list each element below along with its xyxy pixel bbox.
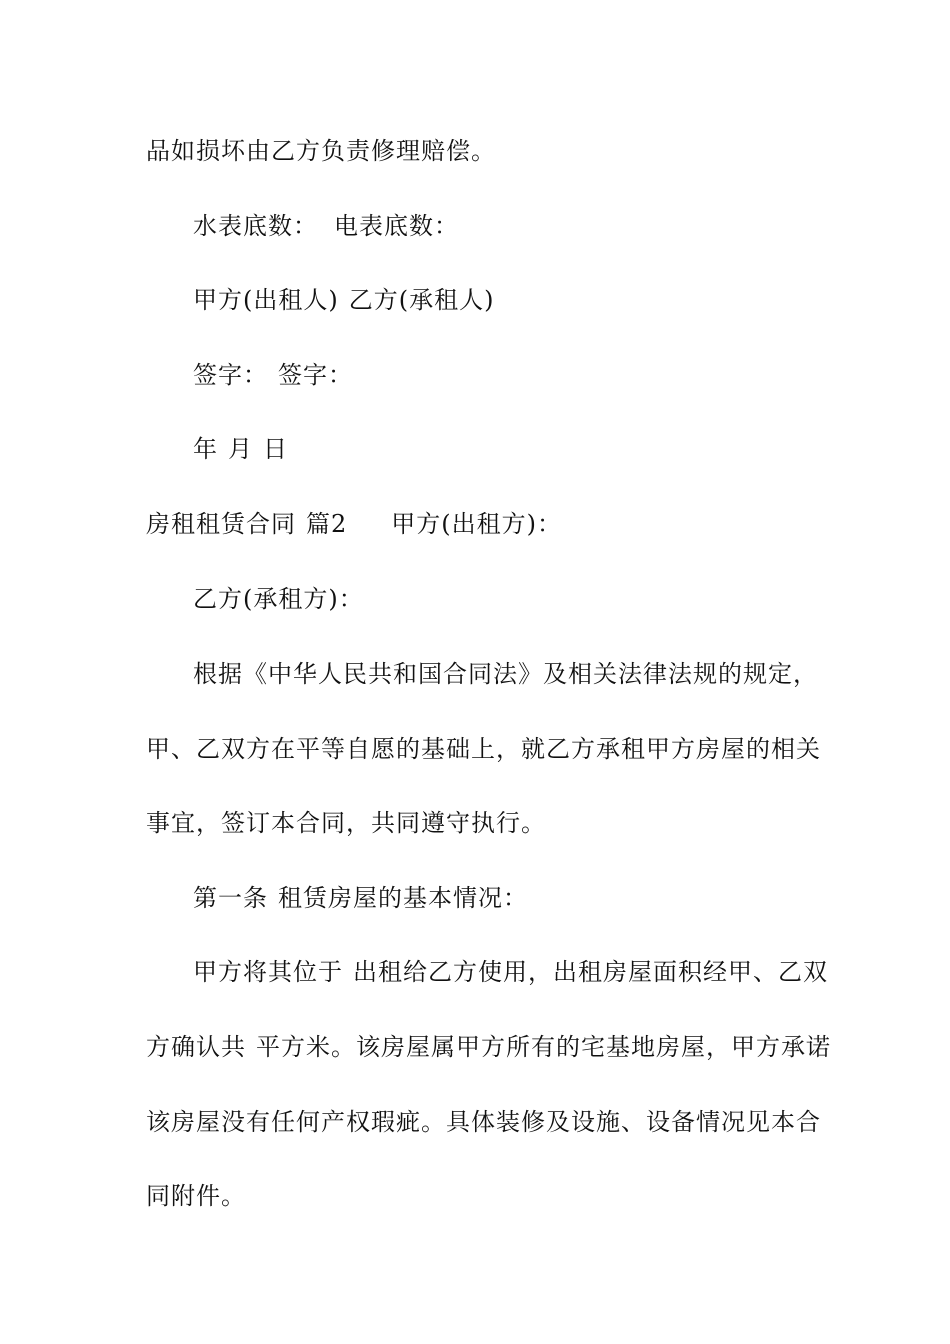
lessor-label: 甲方(出租方)： bbox=[391, 510, 563, 538]
paragraph-line bbox=[146, 136, 496, 166]
text-segment: 品如损坏由乙方负责修理赔偿。 bbox=[146, 137, 496, 165]
lessee-label: 乙方(承租方)： bbox=[193, 585, 364, 613]
text-segment: 甲方将其位于 bbox=[193, 958, 343, 986]
text-segment: 平方米。该房屋属甲方所有的宅基地房屋，甲方承诺 bbox=[256, 1033, 831, 1061]
party-b-label: 乙方(承租人) bbox=[348, 286, 495, 314]
text-segment: 方确认共 bbox=[146, 1033, 246, 1061]
party-a-label: 甲方(出租人) bbox=[193, 286, 339, 314]
day-label: 日 bbox=[263, 435, 288, 463]
meter-readings-line bbox=[193, 211, 459, 241]
text-segment: 甲、乙双方在平等自愿的基础上，就乙方承租甲方房屋的相关 bbox=[146, 735, 821, 763]
contract-heading-line bbox=[146, 509, 562, 539]
paragraph-line bbox=[146, 1032, 831, 1062]
date-line bbox=[193, 434, 288, 464]
lessee-line bbox=[193, 584, 364, 614]
text-segment: 该房屋没有任何产权瑕疵。具体装修及设施、设备情况见本合 bbox=[146, 1108, 821, 1136]
paragraph-line bbox=[146, 1107, 821, 1137]
signature-line bbox=[193, 360, 353, 390]
paragraph-line bbox=[146, 1181, 246, 1211]
text-segment: 事宜，签订本合同，共同遵守执行。 bbox=[146, 809, 546, 837]
water-meter-label: 水表底数： bbox=[193, 212, 318, 240]
section-number: 篇2 bbox=[306, 510, 348, 538]
text-segment: 出租给乙方使用，出租房屋面积经甲、乙双 bbox=[353, 958, 828, 986]
paragraph-line bbox=[146, 734, 821, 764]
year-label: 年 bbox=[193, 435, 218, 463]
article-title: 租赁房屋的基本情况： bbox=[278, 884, 528, 912]
signature-label-a: 签字： bbox=[193, 361, 268, 389]
signature-label-b: 签字： bbox=[278, 361, 353, 389]
electric-meter-label: 电表底数： bbox=[334, 212, 459, 240]
text-segment: 同附件。 bbox=[146, 1182, 246, 1210]
contract-title: 房租租赁合同 bbox=[146, 510, 296, 538]
article-heading-line bbox=[193, 883, 528, 913]
article-number: 第一条 bbox=[193, 884, 268, 912]
paragraph-line bbox=[193, 659, 818, 689]
paragraph-line bbox=[193, 957, 828, 987]
paragraph-line bbox=[146, 808, 546, 838]
parties-line bbox=[193, 285, 494, 315]
month-label: 月 bbox=[228, 435, 253, 463]
text-segment: 根据《中华人民共和国合同法》及相关法律法规的规定， bbox=[193, 660, 818, 688]
